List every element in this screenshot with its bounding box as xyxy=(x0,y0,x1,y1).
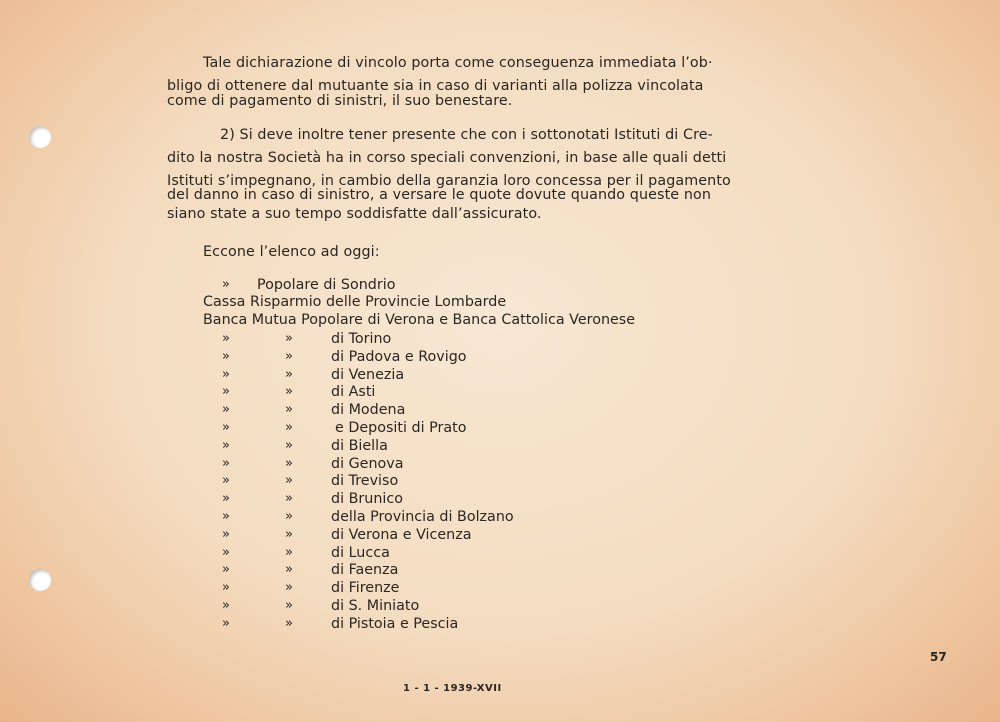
ditto-mark: » xyxy=(285,562,293,577)
paragraph-2-line-4: del danno in caso di sinistro, a versare le quote dovute quando queste non xyxy=(167,187,711,203)
ditto-mark: » xyxy=(285,331,293,346)
ditto-mark: » xyxy=(285,473,293,488)
list-item: di Padova e Rovigo xyxy=(331,349,467,365)
list-item: di Faenza xyxy=(331,562,399,578)
ditto-mark: » xyxy=(222,598,230,613)
punch-hole-top xyxy=(29,126,51,148)
ditto-mark: » xyxy=(222,438,230,453)
list-item: della Provincia di Bolzano xyxy=(331,509,514,525)
ditto-mark: » xyxy=(285,545,293,560)
ditto-mark: » xyxy=(285,367,293,382)
list-item: di S. Miniato xyxy=(331,598,420,614)
ditto-mark: » xyxy=(285,616,293,631)
ditto-mark: » xyxy=(222,331,230,346)
ditto-mark: » xyxy=(285,349,293,364)
list-item: di Verona e Vicenza xyxy=(331,527,472,543)
list-item: di Brunico xyxy=(331,491,403,507)
list-item: di Genova xyxy=(331,456,404,472)
list-item: di Firenze xyxy=(331,580,400,596)
ditto-mark: » xyxy=(222,562,230,577)
ditto-mark: » xyxy=(285,402,293,417)
ditto-mark: » xyxy=(222,402,230,417)
ditto-mark: » xyxy=(222,277,230,292)
list-item: di Biella xyxy=(331,438,388,454)
list-item: di Pistoia e Pescia xyxy=(331,616,459,632)
ditto-mark: » xyxy=(285,438,293,453)
ditto-mark: » xyxy=(285,527,293,542)
list-item: Cassa Risparmio delle Provincie Lombarde xyxy=(203,294,507,310)
footer-date: 1 - 1 - 1939-XVII xyxy=(403,683,502,694)
list-item: Popolare di Sondrio xyxy=(257,277,396,293)
ditto-mark: » xyxy=(285,598,293,613)
list-item: di Torino xyxy=(331,331,392,347)
ditto-mark: » xyxy=(285,456,293,471)
ditto-mark: » xyxy=(222,473,230,488)
ditto-mark: » xyxy=(222,384,230,399)
ditto-mark: » xyxy=(222,420,230,435)
list-intro: Eccone l’elenco ad oggi: xyxy=(203,244,380,260)
ditto-mark: » xyxy=(222,580,230,595)
paragraph-1-line-1: Tale dichiarazione di vincolo porta come conseguenza immediata l’ob· xyxy=(203,55,713,71)
ditto-mark: » xyxy=(222,616,230,631)
ditto-mark: » xyxy=(222,491,230,506)
ditto-mark: » xyxy=(285,509,293,524)
list-item: di Lucca xyxy=(331,545,390,561)
ditto-mark: » xyxy=(222,509,230,524)
list-item: Banca Mutua Popolare di Verona e Banca Cattolica Veronese xyxy=(203,312,636,328)
punch-hole-bottom xyxy=(29,569,51,591)
ditto-mark: » xyxy=(222,349,230,364)
ditto-mark: » xyxy=(285,420,293,435)
paragraph-1-line-3: come di pagamento di sinistri, il suo benestare. xyxy=(167,93,513,109)
list-item: e Depositi di Prato xyxy=(335,420,467,436)
ditto-mark: » xyxy=(222,545,230,560)
page-number: 57 xyxy=(930,650,947,664)
list-item: di Treviso xyxy=(331,473,399,489)
list-item: di Modena xyxy=(331,402,406,418)
paragraph-2-line-3: Istituti s’impegnano, in cambio della garanzia loro concessa per il pagamento xyxy=(167,173,731,189)
paragraph-1-line-2: bligo di ottenere dal mutuante sia in caso di varianti alla polizza vincolata xyxy=(167,78,704,94)
ditto-mark: » xyxy=(222,527,230,542)
ditto-mark: » xyxy=(222,456,230,471)
paragraph-2-line-5: siano state a suo tempo soddisfatte dall’assicurato. xyxy=(167,206,542,222)
list-item: di Venezia xyxy=(331,367,405,383)
paragraph-2-line-2: dito la nostra Società ha in corso speciali convenzioni, in base alle quali detti xyxy=(167,150,727,166)
list-item: di Asti xyxy=(331,384,376,400)
ditto-mark: » xyxy=(285,580,293,595)
ditto-mark: » xyxy=(285,491,293,506)
paragraph-2-line-1: 2) Si deve inoltre tener presente che con i sottonotati Istituti di Cre- xyxy=(220,127,713,143)
ditto-mark: » xyxy=(222,367,230,382)
ditto-mark: » xyxy=(285,384,293,399)
